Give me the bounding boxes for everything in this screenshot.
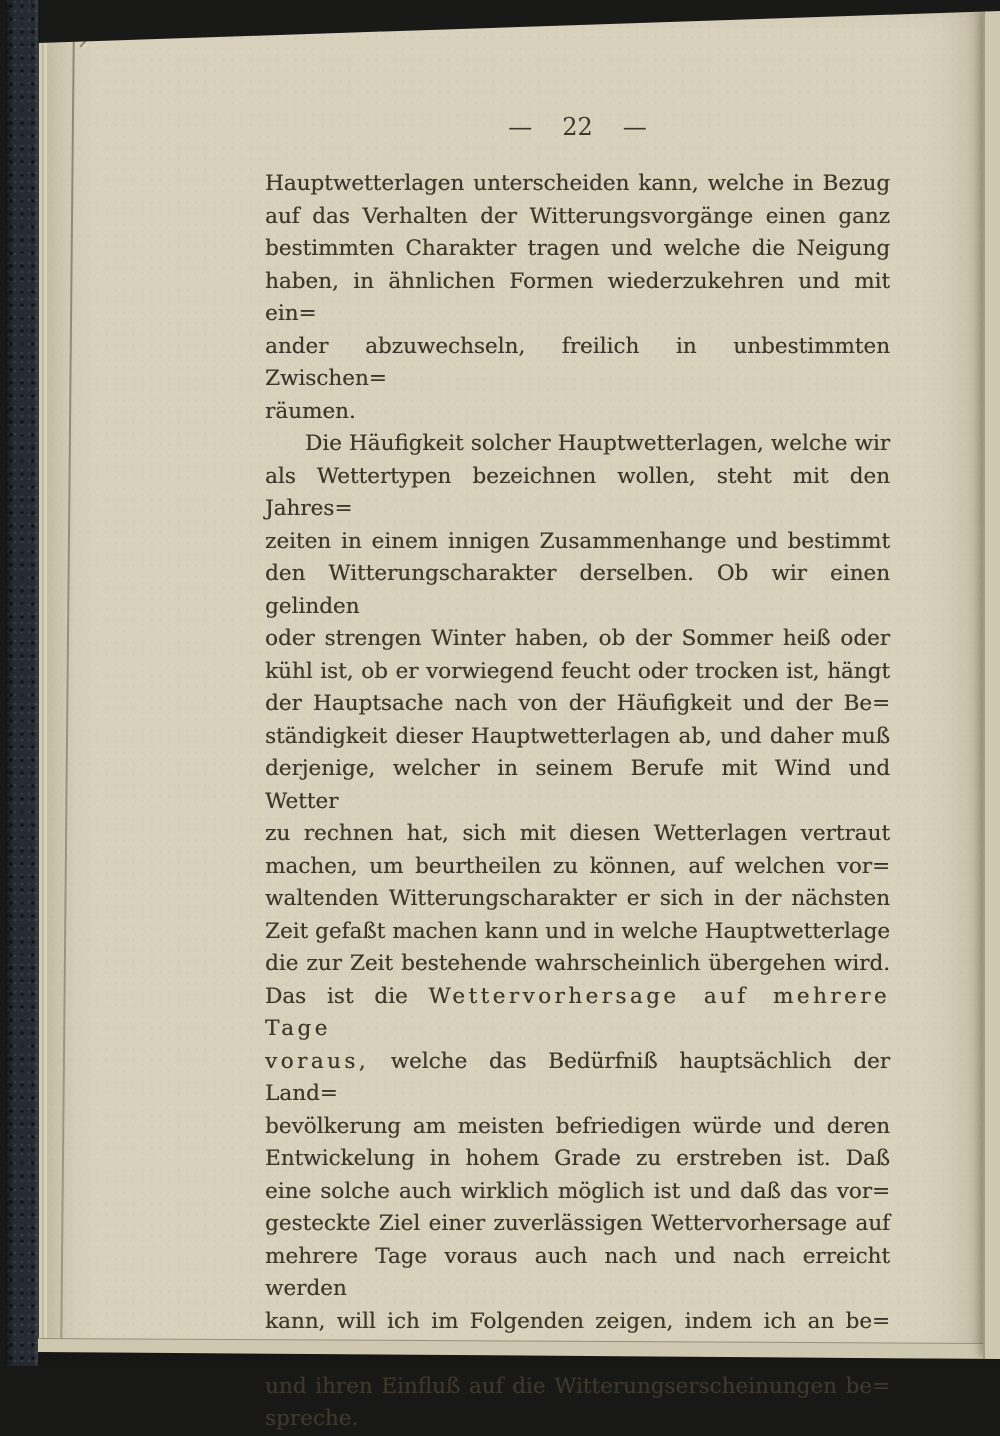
text-line bbox=[265, 1046, 890, 1111]
text-segment: zeiten in einem innigen Zusammenhange und bestimmt bbox=[265, 528, 890, 554]
text-segment: zu rechnen hat, sich mit diesen Wetterlagen vertraut bbox=[265, 821, 890, 846]
text-segment: kann, will ich im Folgenden zeigen, indem ich an be= bbox=[265, 1308, 890, 1334]
text-line bbox=[265, 331, 890, 396]
text-line bbox=[265, 1176, 890, 1209]
text-segment: der Hauptsache nach von der Häufigkeit und der Be= bbox=[265, 691, 890, 716]
text-line bbox=[265, 883, 890, 916]
page-number: 22 bbox=[562, 113, 593, 141]
text-line bbox=[265, 1111, 890, 1144]
text-segment: ständigkeit dieser Hauptwetterlagen ab, und daher muß bbox=[265, 723, 890, 749]
text-line bbox=[265, 851, 890, 884]
text-segment: haben, in ähnlichen Formen wiederzukehren und mit ein= bbox=[265, 268, 890, 326]
text-line bbox=[265, 721, 890, 754]
text-line bbox=[265, 753, 890, 818]
text-segment: Hauptwetterlagen unterscheiden kann, welche in Bezug bbox=[265, 171, 890, 196]
text-segment: Die Häufigkeit solcher Hauptwetterlagen, welche wir bbox=[305, 431, 890, 456]
text-segment: derjenige, welcher in seinem Berufe mit Wind und Wetter bbox=[265, 756, 890, 814]
text-segment: kühl ist, ob er vorwiegend feucht oder trocken ist, hängt bbox=[265, 658, 890, 684]
text-line bbox=[265, 818, 890, 851]
text-segment: Zeit gefaßt machen kann und in welche Hauptwetterlage bbox=[265, 918, 890, 944]
text-segment: eine solche auch wirklich möglich ist und daß das vor= bbox=[265, 1178, 890, 1204]
text-segment: machen, um beurtheilen zu können, auf welchen vor= bbox=[265, 853, 890, 879]
text-line bbox=[265, 526, 890, 559]
book-cover-edge bbox=[6, 0, 39, 1366]
adjacent-page-edge bbox=[983, 8, 1000, 1360]
text-segment: und ihren Einfluß auf die Witterungserscheinungen be= bbox=[265, 1373, 890, 1399]
text-line bbox=[265, 1241, 890, 1306]
text-line bbox=[265, 1306, 890, 1339]
text-line bbox=[265, 688, 890, 721]
text-line bbox=[265, 558, 890, 623]
text-segment: den Witterungscharakter derselben. Ob wir einen gelinden bbox=[265, 561, 890, 619]
book-page bbox=[48, 10, 985, 1431]
text-segment: die zur Zeit bestehende wahrscheinlich übergehen wird. bbox=[265, 951, 890, 976]
text-segment: räumen. bbox=[265, 398, 356, 424]
text-segment: ander abzuwechseln, freilich in unbestimmten Zwischen= bbox=[265, 333, 890, 391]
emphasized-text: voraus, bbox=[265, 1048, 369, 1074]
text-segment: oder strengen Winter haben, ob der Sommer heiß oder bbox=[265, 626, 890, 651]
text-line bbox=[265, 428, 890, 461]
text-segment: spreche. bbox=[265, 1406, 359, 1431]
text-line bbox=[265, 1371, 890, 1404]
text-line bbox=[265, 916, 890, 949]
emphasized-text: Wettervorhersage auf mehrere Tage bbox=[265, 983, 890, 1041]
text-line bbox=[265, 981, 890, 1046]
text-line bbox=[265, 1403, 890, 1436]
text-segment: auf das Verhalten der Witterungsvorgänge einen ganz bbox=[265, 203, 890, 229]
text-segment: mehrere Tage voraus auch nach und nach erreicht werden bbox=[265, 1243, 890, 1301]
text-segment: welche das Bedürfniß hauptsächlich der Land= bbox=[265, 1048, 890, 1106]
text-line bbox=[265, 1143, 890, 1176]
text-segment: Entwickelung in hohem Grade zu erstreben ist. Daß bbox=[265, 1146, 890, 1171]
page-number-dash-right: — bbox=[622, 113, 647, 141]
text-line bbox=[265, 948, 890, 981]
text-segment: Das ist die bbox=[265, 983, 429, 1009]
text-segment: bestimmten Charakter tragen und welche die Neigung bbox=[265, 236, 890, 261]
page-number-dash-left: — bbox=[508, 113, 533, 141]
text-segment: gesteckte Ziel einer zuverlässigen Wettervorhersage auf bbox=[265, 1211, 890, 1236]
text-segment: waltenden Witterungscharakter er sich in der nächsten bbox=[265, 886, 890, 911]
text-line bbox=[265, 201, 890, 234]
text-line bbox=[265, 266, 890, 331]
text-line bbox=[265, 656, 890, 689]
text-line bbox=[265, 623, 890, 656]
text-line bbox=[265, 396, 890, 429]
page-header bbox=[265, 113, 890, 141]
page-text bbox=[265, 168, 890, 1436]
text-line bbox=[265, 168, 890, 201]
text-segment: als Wettertypen bezeichnen wollen, steht mit den Jahres= bbox=[265, 463, 890, 521]
text-segment: bevölkerung am meisten befriedigen würde und deren bbox=[265, 1113, 890, 1139]
text-line bbox=[265, 233, 890, 266]
text-line bbox=[265, 461, 890, 526]
text-line bbox=[265, 1208, 890, 1241]
